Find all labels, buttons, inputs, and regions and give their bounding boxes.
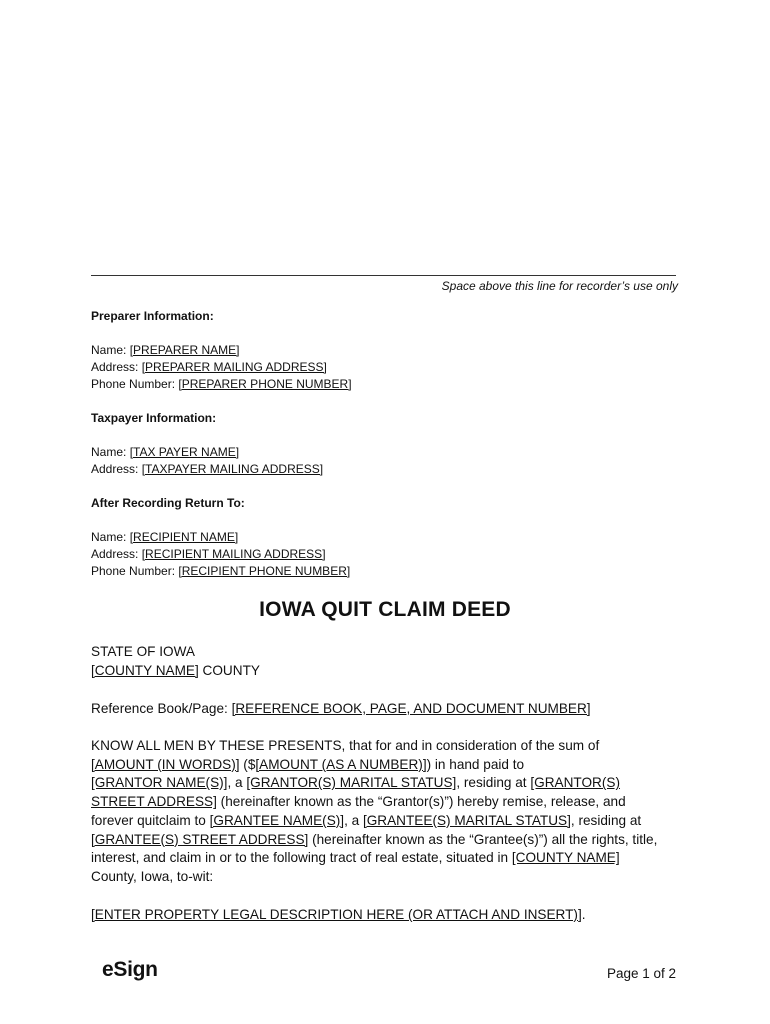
legal-description-line — [91, 906, 691, 925]
field-label: Address: — [91, 462, 142, 476]
field-label: Name: — [91, 445, 130, 459]
amount-words-field[interactable]: [AMOUNT (IN WORDS)] — [91, 756, 240, 772]
property-county-field[interactable]: [COUNTY NAME] — [511, 850, 620, 866]
section-heading: After Recording Return To: — [91, 496, 245, 510]
grantor-marital-field[interactable]: [GRANTOR(S) MARITAL STATUS] — [246, 775, 457, 791]
paragraph-text: County, Iowa, to-wit: — [91, 868, 214, 884]
venue-block — [91, 643, 691, 680]
recorder-line — [91, 275, 676, 276]
field-label: Address: — [91, 547, 142, 561]
county-line — [91, 662, 691, 681]
paragraph-line — [91, 756, 691, 775]
reference-line — [91, 700, 691, 719]
preparer-name-line — [91, 342, 352, 359]
grantor-address-field[interactable]: [GRANTOR(S) — [530, 775, 620, 791]
grantor-address-field-cont[interactable]: STREET ADDRESS] — [91, 794, 217, 810]
grantee-marital-field[interactable]: [GRANTEE(S) MARITAL STATUS] — [362, 812, 571, 828]
grantor-name-field[interactable]: [GRANTOR NAME(S)] — [91, 775, 228, 791]
document-title: IOWA QUIT CLAIM DEED — [259, 598, 511, 621]
paragraph-text: , a — [344, 812, 363, 828]
paragraph-line — [91, 868, 691, 887]
paragraph-text: interest, and claim in or to the following tract of real estate, situated in — [91, 850, 512, 866]
recipient-phone-field[interactable]: [RECIPIENT PHONE NUMBER] — [178, 564, 351, 578]
field-label: Phone Number: — [91, 564, 179, 578]
recipient-name-field[interactable]: [RECIPIENT NAME] — [129, 530, 239, 544]
field-label: Address: — [91, 360, 142, 374]
recipient-address-line — [91, 546, 350, 563]
page-number: Page 1 of 2 — [606, 966, 676, 981]
taxpayer-heading — [91, 410, 216, 427]
recipient-name-line — [91, 529, 350, 546]
section-heading: Taxpayer Information: — [91, 411, 217, 425]
section-heading: Preparer Information: — [91, 309, 214, 323]
return-info — [91, 529, 350, 580]
conveyance-paragraph — [91, 737, 691, 887]
recorder-note: Space above this line for recorder’s use only — [441, 279, 678, 293]
recipient-phone-line — [91, 563, 350, 580]
grantee-address-field[interactable]: [GRANTEE(S) STREET ADDRESS] — [91, 831, 309, 847]
taxpayer-info — [91, 444, 323, 478]
taxpayer-name-line — [91, 444, 323, 461]
reference-field[interactable]: [REFERENCE BOOK, PAGE, AND DOCUMENT NUMBER] — [231, 701, 591, 716]
preparer-name-field[interactable]: [PREPARER NAME] — [129, 343, 240, 357]
paragraph-line — [91, 774, 691, 793]
legal-description-field[interactable]: [ENTER PROPERTY LEGAL DESCRIPTION HERE (OR ATTACH AND INSERT)] — [91, 907, 582, 922]
preparer-address-field[interactable]: [PREPARER MAILING ADDRESS] — [141, 360, 327, 374]
paragraph-text: forever quitclaim to — [91, 812, 210, 828]
preparer-address-line — [91, 359, 352, 376]
amount-number-field[interactable]: [AMOUNT (AS A NUMBER)] — [255, 756, 427, 772]
paragraph-text: (hereinafter known as the “Grantor(s)”) hereby remise, release, and — [216, 794, 626, 810]
reference-label: Reference Book/Page: — [91, 701, 232, 716]
field-label: Name: — [91, 530, 130, 544]
paragraph-text: , residing at — [456, 775, 531, 791]
paragraph-text: ) in hand paid to — [426, 756, 525, 772]
county-name-field[interactable]: [COUNTY NAME] — [91, 662, 199, 678]
county-suffix: COUNTY — [198, 662, 260, 678]
paragraph-line — [91, 849, 691, 868]
state-line: STATE OF IOWA — [91, 644, 195, 659]
taxpayer-address-line — [91, 461, 323, 478]
field-label: Name: — [91, 343, 130, 357]
paragraph-text: , residing at — [570, 812, 642, 828]
preparer-phone-line — [91, 376, 352, 393]
paragraph-text: ($ — [239, 756, 256, 772]
grantee-name-field[interactable]: [GRANTEE NAME(S)] — [209, 812, 345, 828]
field-label: Phone Number: — [91, 377, 179, 391]
paragraph-text: KNOW ALL MEN BY THESE PRESENTS, that for and in consideration of the sum of — [91, 738, 600, 753]
preparer-heading — [91, 308, 214, 325]
recipient-address-field[interactable]: [RECIPIENT MAILING ADDRESS] — [141, 547, 326, 561]
paragraph-line — [91, 812, 691, 831]
paragraph-text: , a — [227, 775, 247, 791]
paragraph-line — [91, 793, 691, 812]
paragraph-line — [91, 831, 691, 850]
taxpayer-name-field[interactable]: [TAX PAYER NAME] — [129, 445, 240, 459]
preparer-info — [91, 342, 352, 393]
taxpayer-address-field[interactable]: [TAXPAYER MAILING ADDRESS] — [141, 462, 324, 476]
preparer-phone-field[interactable]: [PREPARER PHONE NUMBER] — [178, 377, 352, 391]
paragraph-line — [91, 737, 691, 756]
paragraph-text: . — [581, 907, 586, 922]
paragraph-text: (hereinafter known as the “Grantee(s)”) all the rights, title, — [308, 831, 658, 847]
esign-logo: eSign — [102, 958, 158, 981]
return-heading — [91, 495, 245, 512]
